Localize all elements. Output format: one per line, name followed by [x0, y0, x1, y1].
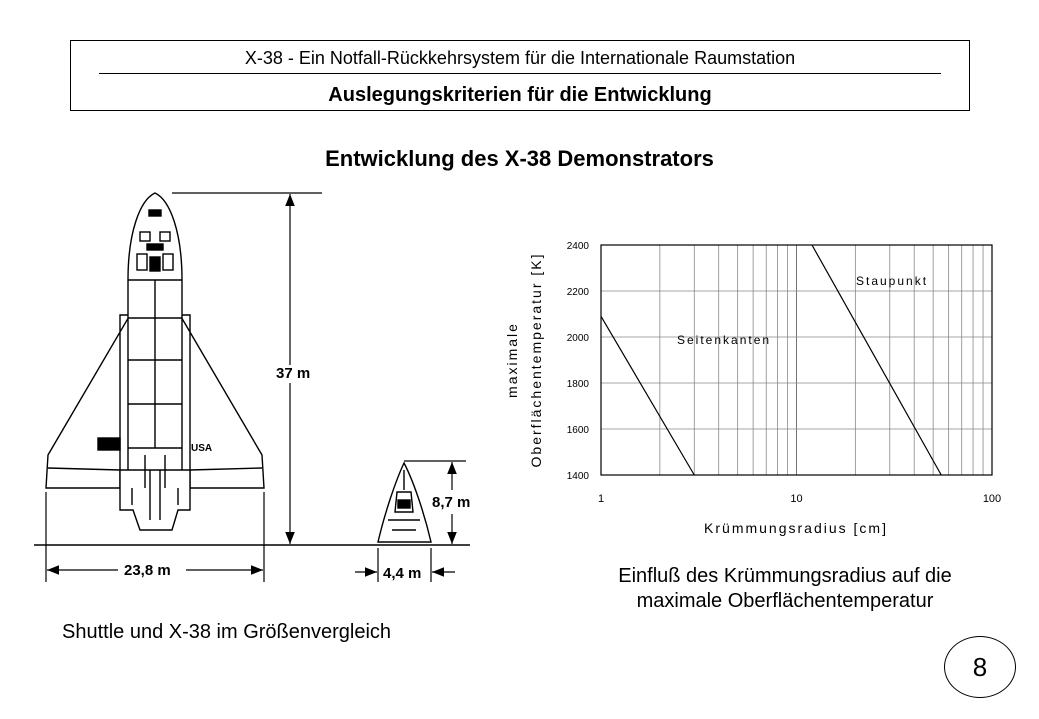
comparison-caption: Shuttle und X-38 im Größenvergleich — [62, 621, 392, 643]
chart-grid — [601, 245, 992, 475]
chart-y-tick-label: 1600 — [566, 425, 589, 436]
chart-series-label: Seitenkanten — [677, 333, 772, 347]
chart-y-tick-label: 1800 — [566, 379, 589, 390]
x38-width-label: 4,4 m — [383, 565, 422, 582]
chart-series-label: Staupunkt — [856, 274, 929, 288]
shuttle-width-label: 23,8 m — [124, 562, 171, 579]
chart-y-axis-label-line2: Oberflächentemperatur [K] — [528, 252, 544, 468]
chart-y-tick-label: 2200 — [566, 287, 589, 298]
chart-x-tick-label: 100 — [982, 493, 1002, 505]
header-title: X-38 - Ein Notfall-Rückkehrsystem für die Internationale Raumstation — [244, 48, 796, 68]
chart-series — [601, 245, 941, 475]
chart-x-axis-label: Krümmungsradius [cm] — [704, 520, 888, 536]
chart-caption — [560, 564, 1010, 614]
main-title: Entwicklung des X-38 Demonstrators — [325, 146, 714, 171]
temperature-chart — [504, 241, 1001, 536]
chart-x-tick-label: 1 — [597, 493, 605, 505]
usa-label: USA — [191, 443, 213, 454]
shuttle-height-label: 37 m — [276, 365, 311, 382]
chart-caption-line2: maximale Oberflächentemperatur — [636, 590, 934, 612]
chart-y-tick-label: 1400 — [566, 471, 589, 482]
x38-height-label: 8,7 m — [432, 494, 471, 511]
chart-x-tick-label: 10 — [790, 493, 803, 505]
header-subtitle: Auslegungskriterien für die Entwicklung — [328, 84, 712, 106]
shuttle-illustration — [46, 193, 264, 530]
chart-y-tick-label: 2400 — [566, 241, 589, 252]
x38-illustration — [378, 463, 431, 542]
chart-y-tick-label: 2000 — [566, 333, 589, 344]
chart-caption-line1: Einfluß des Krümmungsradius auf die — [618, 565, 952, 587]
chart-y-axis-label-line1: maximale — [504, 322, 520, 398]
page-number: 8 — [944, 636, 1016, 698]
